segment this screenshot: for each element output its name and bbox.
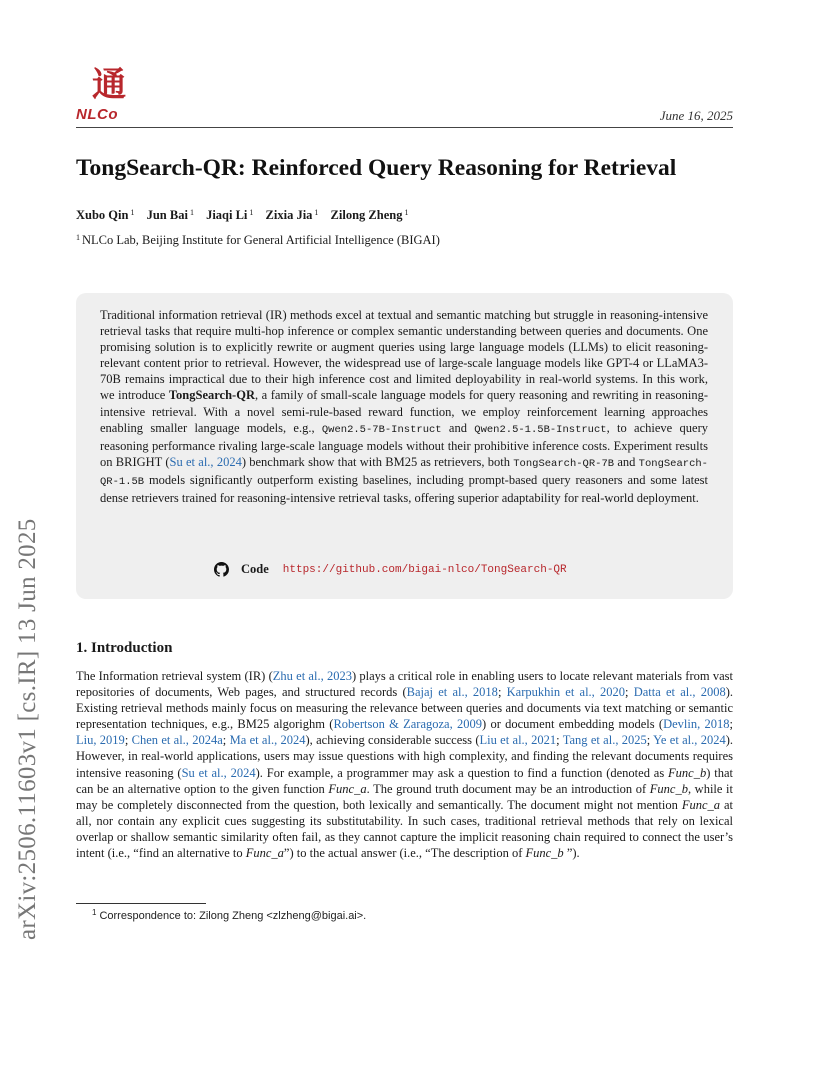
- author-list: [76, 208, 417, 223]
- citation-link[interactable]: Su et al., 2024: [181, 765, 256, 780]
- github-icon: [214, 562, 229, 577]
- math-func: Func_a: [245, 846, 284, 861]
- author: Zixia Jia $^1$: [265, 208, 319, 222]
- citation-link[interactable]: Ye et al., 2024: [653, 733, 726, 748]
- citation-link[interactable]: Zhu et al., 2023: [272, 669, 352, 683]
- footnote: $^1$ Correspondence to: Zilong Zheng <zlzheng@bigai.ai>.: [92, 908, 367, 922]
- model-family-name: TongSearch-QR: [168, 388, 255, 403]
- code-label: Code: [241, 562, 269, 576]
- citation-link[interactable]: Ma et al., 2024: [229, 733, 306, 748]
- citation-link[interactable]: Devlin, 2018: [663, 717, 730, 732]
- paper-title: TongSearch-QR: Reinforced Query Reasoning for Retrieval: [76, 155, 677, 181]
- citation-link[interactable]: Datta et al., 2008: [633, 685, 726, 700]
- math-func: Func_b: [525, 846, 564, 861]
- citation-link[interactable]: Robertson & Zaragoza, 2009: [333, 717, 482, 732]
- math-func: Func_b: [668, 765, 707, 780]
- citation-link[interactable]: Chen et al., 2024a: [131, 733, 223, 748]
- citation-link[interactable]: Su et al., 2024: [169, 454, 242, 469]
- author: Xubo Qin $^1$: [76, 208, 135, 222]
- abstract-text: Traditional information retrieval (IR) methods excel at textual and semantic matching but struggle in reasoning-intensive retrieval tasks that require multi-hop inference or complex semantic understanding between queries and documents. One promising solution is to explicitly rewrite or augment queries using large language models (LLMs) to elicit reasoning-relevant content prior to retrieval. However, the widespread use of large-scale language models like GPT-4 or LLaMA3-70B remains impractical due to their high inference cost and limited deployability in real-world systems. In this work, we introduce TongSearch-QR, a family of small-scale language models for query reasoning and rewriting in reasoning-intensive retrieval. With a novel semi-rule-based reward function, we employ reinforcement learning approaches enabling smaller language models, e.g., Qwen2.5-7B-Instruct and Qwen2.5-1.5B-Instruct, to achieve query reasoning performance rivaling large-scale language models without their prohibitive inference costs. Experiment results on BRIGHT (Su et al., 2024) benchmark show that with BM25 as retrievers, both TongSearch-QR-7B and TongSearch-QR-1.5B models significantly outperform existing baselines, including prompt-based query reasoners and some latest dense retrievers trained for reasoning-intensive retrieval tasks, offering superior adaptability for real-world deployment.: [100, 308, 708, 506]
- logo-text: NLCo: [76, 106, 118, 123]
- citation-link[interactable]: Liu, 2019: [76, 733, 125, 748]
- arxiv-stamp: arXiv:2506.11603v1 [cs.IR] 13 Jun 2025: [14, 518, 41, 940]
- math-func: Func_a: [328, 781, 367, 796]
- citation-link[interactable]: Tang et al., 2025: [562, 733, 647, 748]
- section-heading: 1. Introduction: [76, 640, 173, 656]
- citation-link[interactable]: Karpukhin et al., 2020: [506, 685, 626, 700]
- header-date: June 16, 2025: [659, 108, 733, 123]
- nlco-logo: [76, 66, 136, 126]
- header-divider: [76, 127, 733, 128]
- footnote-divider: [76, 903, 206, 904]
- math-func: Func_b: [649, 781, 688, 796]
- citation-link[interactable]: Bajaj et al., 2018: [406, 685, 498, 700]
- logo-character: 通: [92, 65, 126, 105]
- author: Jun Bai $^1$: [146, 208, 194, 222]
- code-link-row: [214, 562, 567, 577]
- author: Jiaqi Li $^1$: [206, 208, 254, 222]
- affiliation: $^1$ NLCo Lab, Beijing Institute for General Artificial Intelligence (BIGAI): [76, 233, 440, 247]
- author: Zilong Zheng $^1$: [330, 208, 409, 222]
- code-repo-link[interactable]: https://github.com/bigai-nlco/TongSearch-QR: [282, 563, 567, 576]
- intro-paragraph: The Information retrieval system (IR) (Zhu et al., 2023) plays a critical role in enabling users to locate relevant materials from vast repositories of documents, Web pages, and structured records (Bajaj et al., 2018; Karpukhin et al., 2020; Datta et al., 2008). Existing retrieval methods mainly focus on measuring the relevance between queries and documents via text matching or semantic representation techniques, e.g., BM25 algorighm (Robertson & Zaragoza, 2009) or document embedding models (Devlin, 2018; Liu, 2019; Chen et al., 2024a; Ma et al., 2024), achieving considerable success (Liu et al., 2021; Tang et al., 2025; Ye et al., 2024). However, in real-world applications, users may issue questions with high complexity, and finding the relevant documents requires intensive reasoning (Su et al., 2024). For example, a programmer may ask a question to find a function (denoted as Func_b) that can be an alternative option to the given function Func_a. The ground truth document may be an introduction of Func_b, while it may be completely disconnected from the question, both lexically and semantically. The document might not mention Func_a at all, nor contain any explicit cues suggesting its substitutability. In such cases, traditional retrieval methods that rely on lexical overlap or shallow semantic similarity often fail, as they cannot capture the implicit reasoning chain required to connect the user’s intent (i.e., “find an alternative to Func_a”) to the actual answer (i.e., “The description of Func_b ”).: [76, 669, 733, 861]
- math-func: Func_a: [681, 797, 721, 812]
- citation-link[interactable]: Liu et al., 2021: [479, 733, 557, 748]
